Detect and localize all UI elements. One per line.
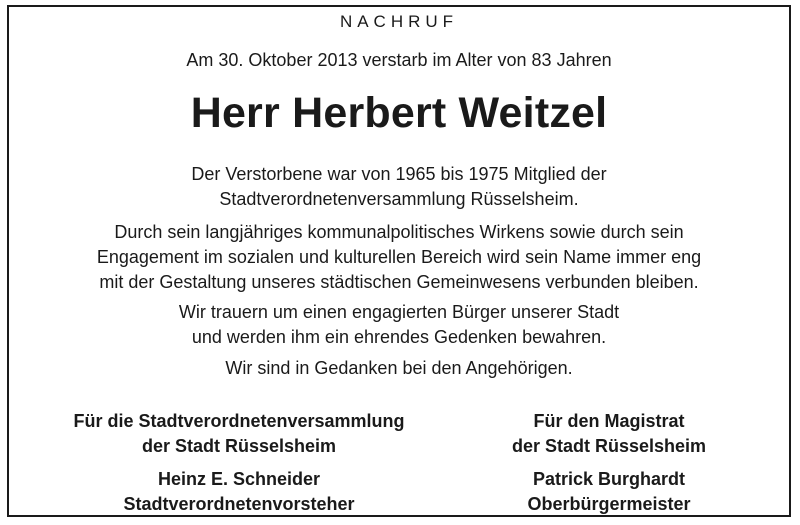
- signature-magistrate: [459, 409, 759, 517]
- signature-org-line: der Stadt Rüsselsheim: [511, 436, 707, 456]
- text-line: mit der Gestaltung unseres städtischen Gemeinwesens verbunden bleiben.: [99, 272, 699, 292]
- intro-line: Am 30. Oktober 2013 verstarb im Alter von 83 Jahren: [186, 50, 612, 70]
- signature-person: Patrick Burghardt: [532, 469, 686, 489]
- signature-council: [39, 409, 439, 517]
- signature-title: Stadtverordnetenvorsteher: [123, 494, 355, 514]
- text-line: Wir sind in Gedanken bei den Angehörigen.: [225, 358, 573, 378]
- text-line: Wir trauern um einen engagierten Bürger unserer Stadt: [178, 302, 620, 322]
- paragraph-condolence: [9, 356, 789, 381]
- paragraph-tribute: [9, 220, 789, 295]
- signature-org-line: Für den Magistrat: [533, 411, 685, 431]
- text-line: Durch sein langjähriges kommunalpolitisches Wirkens sowie durch sein: [114, 222, 684, 242]
- paragraph-membership: [9, 162, 789, 212]
- paragraph-mourning: [9, 300, 789, 350]
- signature-org-line: der Stadt Rüsselsheim: [141, 436, 337, 456]
- notice-heading: NACHRUF: [339, 12, 459, 31]
- deceased-name: Herr Herbert Weitzel: [190, 89, 608, 137]
- text-line: Der Verstorbene war von 1965 bis 1975 Mitglied der: [191, 164, 607, 184]
- signature-title: Oberbürgermeister: [527, 494, 691, 514]
- obituary-notice: [7, 5, 791, 517]
- text-line: Stadtverordnetenversammlung Rüsselsheim.: [219, 189, 579, 209]
- text-line: und werden ihm ein ehrendes Gedenken bewahren.: [191, 327, 607, 347]
- text-line: Engagement im sozialen und kulturellen Bereich wird sein Name immer eng: [96, 247, 702, 267]
- signature-person: Heinz E. Schneider: [157, 469, 321, 489]
- signature-org-line: Für die Stadtverordnetenversammlung: [73, 411, 405, 431]
